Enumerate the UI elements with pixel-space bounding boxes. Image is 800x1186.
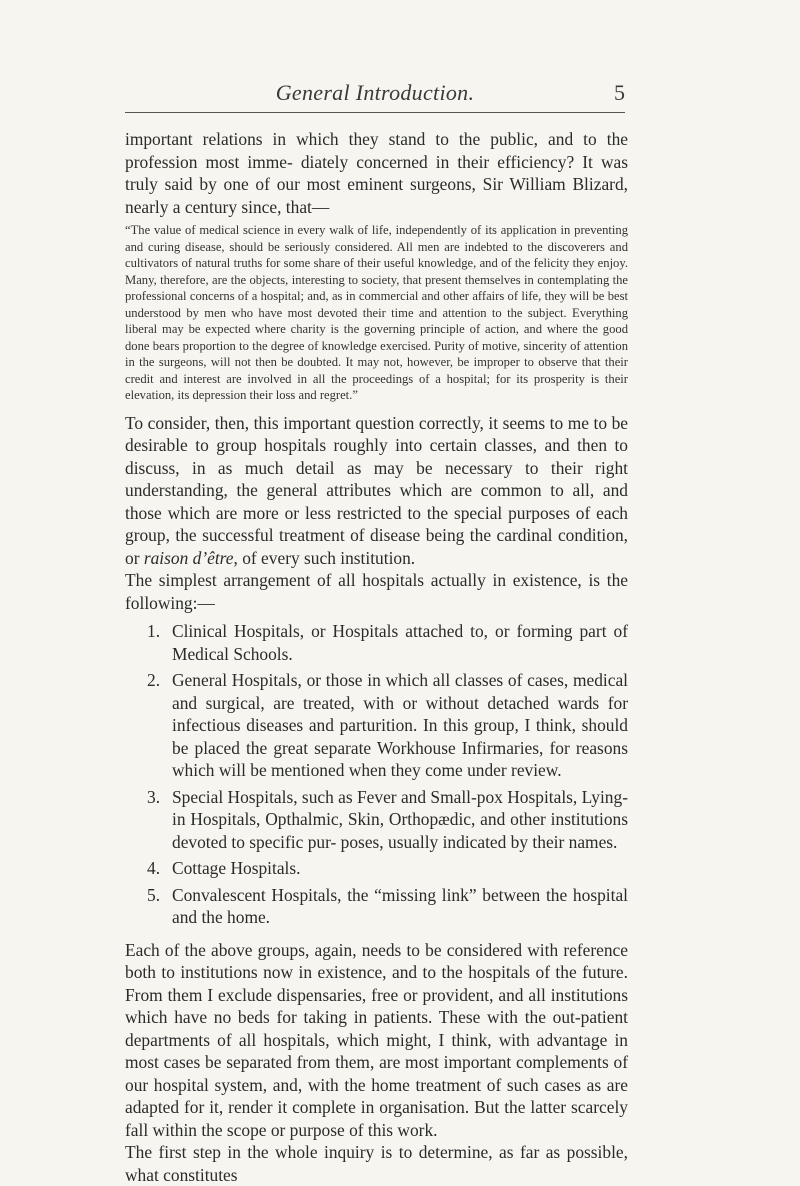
list-item-text: General Hospitals, or those in which all classes of cases, medical and surgical, are treated, with or without detached wards for infectious diseases and parturition. In this group, I think, should be placed the great separate Workhouse Infirmaries, for reasons which will be mentioned when they come under review. (172, 670, 628, 780)
list-item-number: 4. (147, 858, 161, 878)
blizard-quotation: “The value of medical science in every walk of life, independently of its application in preventing and curing disease, should be seriously considered. All men are indebted to the discoverers and cultivators of natural truths for some share of their useful knowledge, and of the felicity they enjoy. Many, therefore, are the objects, interesting to society, that present themselves in contemplating the professional concerns of a hospital; and, as in commercial and other affairs of life, they will be best understood by men who have most devoted their time and attention to the subject. Everything liberal may be expected where charity is the governing principle of action, and where the good done bears proportion to the degree of knowledge exercised. Purity of motive, sincerity of attention in the surgeons, will not then be doubted. It may not, however, be improper to observe that their credit and interest are involved in all the proceedings of a hospital; for its prosperity is their elevation, its depression their loss and regret.” (125, 223, 628, 402)
paragraph-grouping (125, 412, 628, 570)
paragraph-first-step: The first step in the whole inquiry is to determine, as far as possible, what constitutes (125, 1142, 628, 1185)
list-item-text: Clinical Hospitals, or Hospitals attached to, or forming part of Medical Schools. (172, 621, 628, 664)
raison-detre-italic: raison d’être (143, 547, 234, 568)
list-item-number: 3. (147, 786, 161, 807)
paragraph-groups: Each of the above groups, again, needs to be considered with reference both to institutions now in existence, and to the hospitals of the future. From them I exclude dispensaries, free or provident, and all institutions which have no beds for taking in patients. These with the out-patient departments of all hospitals, which might, I think, with advantage in most cases be separated from them, are most important complements of our hospital system, and, with the home treatment of such cases as are adapted for it, render it complete in organisation. But the latter scarcely fall within the scope or purpose of this work. (125, 939, 628, 1140)
list-item (125, 669, 628, 782)
running-head (125, 80, 625, 116)
body-text (125, 128, 628, 1186)
list-item-text: Convalescent Hospitals, the “missing link” between the hospital and the home. (172, 884, 628, 927)
list-item (125, 786, 628, 854)
page-title: General Introduction. (275, 80, 475, 105)
paragraph-arrangement: The simplest arrangement of all hospitals actually in existence, is the following:— (125, 570, 628, 613)
paragraph-grouping-text: To consider, then, this important question correctly, it seems to me to be desirable to group hospitals roughly into certain classes, and then to discuss, in as much detail as may be necessary to their right understanding, the general attributes which are common to all, and those which are more or less restricted to the special purposes of each group, the successful treatment of disease being the cardinal condition, or (125, 412, 628, 568)
list-item-text: Cottage Hospitals. (172, 858, 301, 878)
list-item-number: 5. (147, 884, 161, 905)
paragraph-opening: important relations in which they stand to the public, and to the profession most imme- diately concerned in their efficiency? It was truly said by one of our most eminent surgeons, Sir William Blizard, nearly a century since, that— (125, 129, 628, 217)
list-item (125, 884, 628, 929)
list-item-text: Special Hospitals, such as Fever and Small-pox Hospitals, Lying-in Hospitals, Opthalmic, Skin, Orthopædic, and other institutions devoted to specific pur- poses, usually indicated by their names. (172, 786, 628, 852)
hospital-class-list (125, 620, 628, 929)
list-item-number: 1. (147, 621, 161, 641)
page-number: 5 (614, 80, 625, 105)
paragraph-grouping-end: , of every such institution. (233, 547, 416, 568)
list-item (125, 857, 628, 880)
list-item (125, 620, 628, 665)
header-rule (125, 112, 625, 113)
list-item-number: 2. (147, 670, 161, 690)
